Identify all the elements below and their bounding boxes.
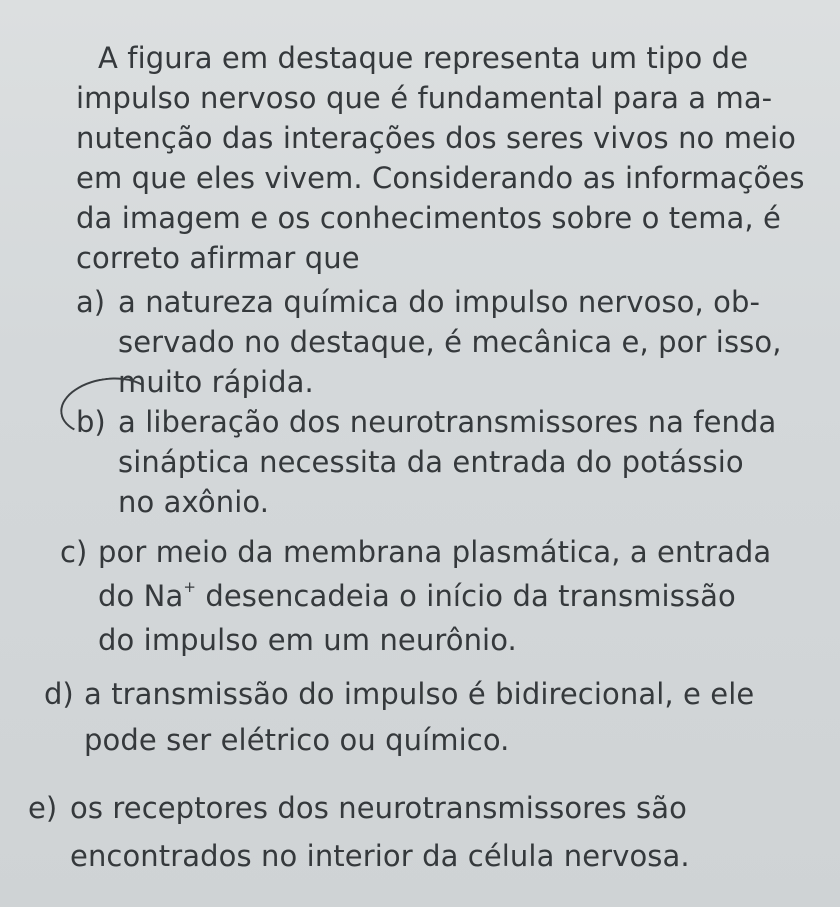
stem-line-1: A figura em destaque representa um tipo de (98, 41, 749, 75)
stem-line-3: nutenção das interações dos seres vivos no meio (76, 121, 796, 155)
stem-line-2: impulso nervoso que é fundamental para a ma- (76, 81, 773, 115)
ion-charge: + (183, 578, 197, 596)
option-b-line-3: no axônio. (118, 485, 270, 519)
option-c-line-2 (98, 578, 736, 614)
option-letter: e) (28, 791, 58, 825)
option-a-line-2: servado no destaque, é mecânica e, por isso, (118, 325, 782, 359)
option-a-line-3: muito rápida. (118, 365, 314, 399)
option-c-line-1: por meio da membrana plasmática, a entrada (98, 535, 772, 569)
option-b-line-1: a liberação dos neurotransmissores na fenda (118, 405, 777, 439)
sodium-ion-label: do Na (98, 579, 184, 613)
stem-line-4: em que eles vivem. Considerando as informações (76, 161, 805, 195)
option-a-line-1: a natureza química do impulso nervoso, ob- (118, 285, 761, 319)
option-letter: b) (76, 405, 106, 439)
option-b-line-2: sináptica necessita da entrada do potássio (118, 445, 744, 479)
stem-line-6: correto afirmar que (76, 241, 360, 275)
option-letter: d) (44, 677, 74, 711)
option-letter: c) (60, 535, 88, 569)
stem-line-5: da imagem e os conhecimentos sobre o tema, é (76, 201, 782, 235)
option-c-line-3: do impulso em um neurônio. (98, 623, 517, 657)
option-c-line-2-text: desencadeia o início da transmissão (205, 579, 736, 613)
option-letter: a) (76, 285, 106, 319)
option-e-line-2: encontrados no interior da célula nervosa. (70, 839, 690, 873)
option-d-line-2: pode ser elétrico ou químico. (84, 723, 510, 757)
option-d-line-1: a transmissão do impulso é bidirecional, e ele (84, 677, 755, 711)
option-e-line-1: os receptores dos neurotransmissores são (70, 791, 687, 825)
